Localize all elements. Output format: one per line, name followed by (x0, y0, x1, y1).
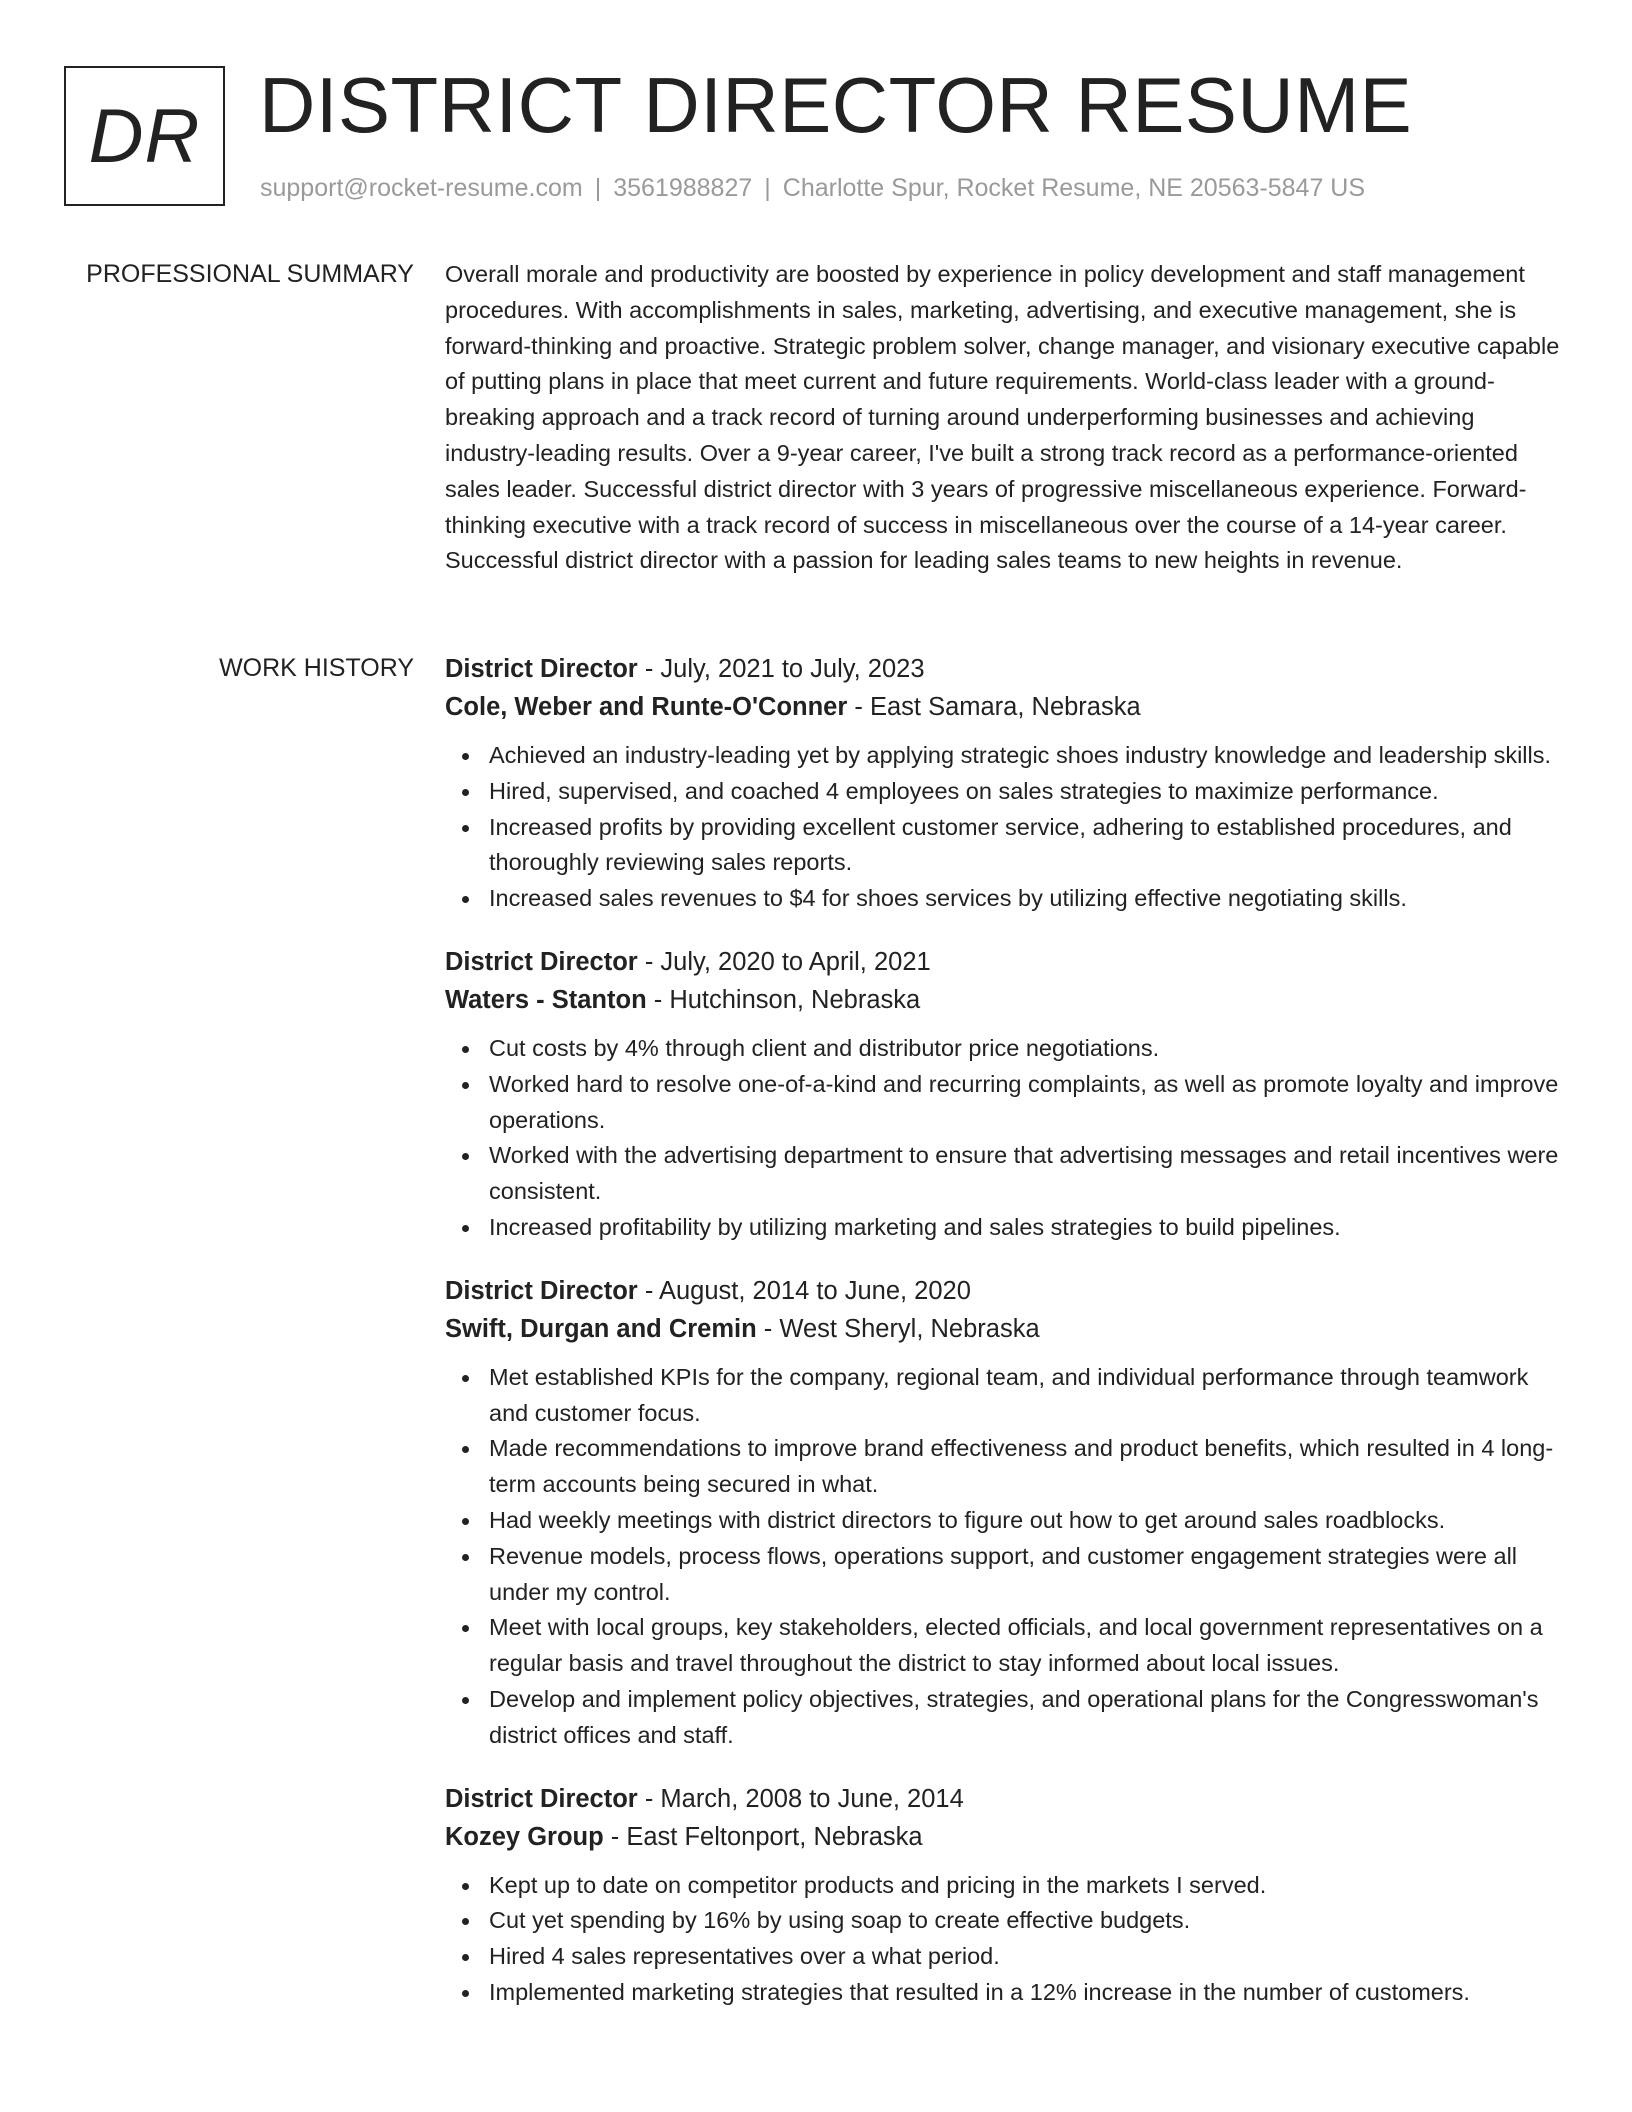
resume-header (64, 61, 1584, 216)
job-bullet: Cut costs by 4% through client and distributor price negotiations. (489, 1031, 1560, 1067)
job-company-line (445, 981, 1560, 1019)
job-title-line (445, 1780, 1560, 1818)
job-bullets (445, 1868, 1560, 2011)
job-dates: - March, 2008 to June, 2014 (637, 1784, 964, 1813)
job-bullet: Revenue models, process flows, operations support, and customer engagement strategies were all under my control. (489, 1539, 1560, 1611)
job-company-line (445, 1818, 1560, 1856)
contact-address: Charlotte Spur, Rocket Resume, NE 20563-5847 US (782, 174, 1366, 202)
job-dates: - July, 2021 to July, 2023 (637, 655, 925, 683)
job-company: Cole, Weber and Runte-O'Conner (445, 693, 848, 721)
summary-text: Overall morale and productivity are boosted by experience in policy development and staff management procedures. With accomplishments in sales, marketing, advertising, and executive management, she is forward-thinking and proactive. Strategic problem solver, change manager, and visionary executive capable of putting plans in place that meet current and future requirements. World-class leader with a ground-breaking approach and a track record of turning around underperforming businesses and achieving industry-leading results. Over a 9-year career, I've built a strong track record as a performance-oriented sales leader. Successful district director with 3 years of progressive miscellaneous experience. Forward-thinking executive with a track record of success in miscellaneous over the course of a 14-year career. Successful district director with a passion for leading sales teams to new heights in revenue. (445, 261, 1560, 574)
job-location: - Hutchinson, Nebraska (646, 985, 921, 1014)
job-entry (445, 650, 1560, 917)
contact-separator: | (764, 174, 771, 202)
contact-separator: | (594, 174, 602, 202)
job-bullets (445, 1031, 1560, 1246)
job-bullet: Hired 4 sales representatives over a what period. (489, 1939, 1560, 1975)
job-dates: - August, 2014 to June, 2020 (637, 1276, 971, 1305)
job-title: District Director (445, 1276, 638, 1305)
work-history-section (445, 650, 1560, 2037)
job-company: Swift, Durgan and Cremin (445, 1314, 757, 1343)
job-company-line (445, 1310, 1560, 1348)
job-title-line (445, 650, 1560, 688)
job-bullets (445, 738, 1560, 917)
job-bullet: Meet with local groups, key stakeholders, elected officials, and local government representatives on a regular basis and travel throughout the district to stay informed about local issues. (489, 1610, 1560, 1682)
job-bullet: Develop and implement policy objectives, strategies, and operational plans for the Congresswoman's district offices and staff. (489, 1682, 1560, 1754)
contact-phone: 3561988827 (613, 174, 753, 202)
job-company: Waters - Stanton (445, 985, 647, 1014)
job-title-line (445, 1272, 1560, 1310)
job-bullet: Hired, supervised, and coached 4 employees on sales strategies to maximize performance. (489, 774, 1560, 810)
job-bullet: Kept up to date on competitor products and pricing in the markets I served. (489, 1868, 1560, 1904)
summary-section-label: PROFESSIONAL SUMMARY (86, 260, 414, 288)
job-bullet: Implemented marketing strategies that resulted in a 12% increase in the number of customers. (489, 1975, 1560, 2011)
contact-line (260, 172, 1365, 204)
job-company: Kozey Group (445, 1822, 604, 1851)
job-entry (445, 943, 1560, 1246)
job-location: - East Feltonport, Nebraska (603, 1822, 923, 1851)
summary-section (445, 257, 1560, 579)
job-bullet: Cut yet spending by 16% by using soap to create effective budgets. (489, 1903, 1560, 1939)
job-company-line (445, 688, 1560, 726)
job-title: District Director (445, 1784, 638, 1813)
job-bullet: Increased sales revenues to $4 for shoes services by utilizing effective negotiating skills. (489, 881, 1560, 917)
job-title-line (445, 943, 1560, 981)
job-location: - East Samara, Nebraska (847, 693, 1141, 721)
job-bullet: Worked with the advertising department to ensure that advertising messages and retail incentives were consistent. (489, 1138, 1560, 1210)
job-bullets (445, 1360, 1560, 1754)
job-bullet: Met established KPIs for the company, regional team, and individual performance through teamwork and customer focus. (489, 1360, 1560, 1432)
job-bullet: Increased profits by providing excellent customer service, adhering to established procedures, and thoroughly reviewing sales reports. (489, 810, 1560, 882)
job-title: District Director (445, 655, 638, 683)
job-dates: - July, 2020 to April, 2021 (637, 947, 931, 976)
job-bullet: Worked hard to resolve one-of-a-kind and recurring complaints, as well as promote loyalty and improve operations. (489, 1067, 1560, 1139)
contact-email: support@rocket-resume.com (260, 174, 583, 202)
job-entry (445, 1272, 1560, 1754)
job-title: District Director (445, 947, 638, 976)
job-bullet: Achieved an industry-leading yet by applying strategic shoes industry knowledge and leadership skills. (489, 738, 1560, 774)
resume-title: DISTRICT DIRECTOR RESUME (259, 61, 1413, 149)
job-location: - West Sheryl, Nebraska (756, 1314, 1040, 1343)
work-history-section-label: WORK HISTORY (219, 654, 414, 682)
job-bullet: Had weekly meetings with district directors to figure out how to get around sales roadblocks. (489, 1503, 1560, 1539)
job-bullet: Made recommendations to improve brand effectiveness and product benefits, which resulted in 4 long-term accounts being secured in what. (489, 1431, 1560, 1503)
job-entry (445, 1780, 1560, 2011)
job-bullet: Increased profitability by utilizing marketing and sales strategies to build pipelines. (489, 1210, 1560, 1246)
monogram-logo: DR (64, 66, 225, 206)
